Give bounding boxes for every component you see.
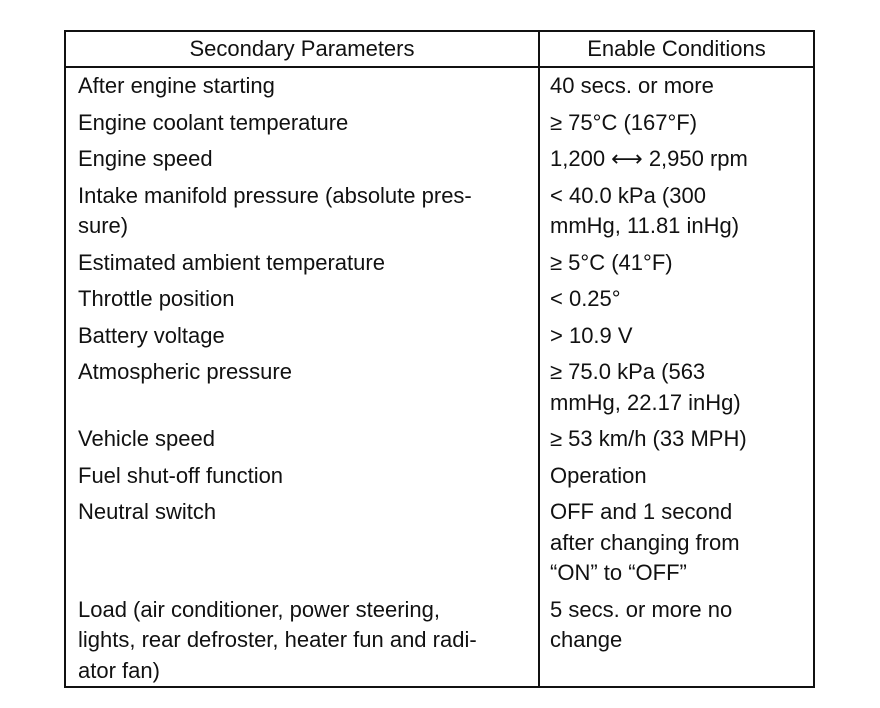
parameter-cell: Load (air conditioner, power steering, lights, rear defroster, heater fun and radi- ator fan): [66, 589, 539, 687]
parameter-cell: Intake manifold pressure (absolute pres- sure): [66, 175, 539, 242]
parameter-cell: Engine coolant temperature: [66, 102, 539, 139]
table-row: [66, 67, 813, 102]
parameter-cell: Atmospheric pressure: [66, 351, 539, 418]
parameter-cell: Battery voltage: [66, 315, 539, 352]
condition-cell: ≥ 75.0 kPa (563 mmHg, 22.17 inHg): [550, 359, 741, 415]
condition-cell: > 10.9 V: [550, 322, 633, 348]
condition-cell: < 40.0 kPa (300 mmHg, 11.81 inHg): [550, 182, 740, 238]
condition-cell: 5 secs. or more no change: [550, 596, 733, 652]
table-row: [66, 589, 813, 687]
condition-cell: 40 secs. or more: [550, 73, 714, 98]
parameter-cell: Vehicle speed: [66, 418, 539, 455]
condition-cell: < 0.25°: [550, 286, 621, 311]
table-row: [66, 175, 813, 242]
table-row: [66, 138, 813, 175]
condition-cell: OFF and 1 second after changing from “ON” to “OFF”: [550, 499, 740, 585]
enable-conditions-table: [64, 30, 815, 688]
condition-cell: ≥ 75°C (167°F): [550, 109, 698, 135]
parameter-cell: Engine speed: [66, 138, 539, 175]
parameter-cell: Throttle position: [66, 278, 539, 315]
header-enable-conditions: Enable Conditions: [539, 32, 813, 67]
table-row: [66, 455, 813, 492]
condition-cell: ≥ 5°C (41°F): [550, 249, 673, 275]
table-row: [66, 315, 813, 352]
parameter-cell: Neutral switch: [66, 491, 539, 589]
table-row: [66, 242, 813, 279]
condition-cell: ≥ 53 km/h (33 MPH): [550, 426, 747, 451]
table: [66, 32, 813, 686]
table-row: [66, 102, 813, 139]
table-row: [66, 278, 813, 315]
header-row: [66, 32, 813, 67]
table-body: [66, 67, 813, 686]
condition-cell: Operation: [550, 462, 647, 488]
parameter-cell: After engine starting: [66, 67, 539, 102]
table-row: [66, 491, 813, 589]
parameter-cell: Fuel shut-off function: [66, 455, 539, 492]
parameter-cell: Estimated ambient temperature: [66, 242, 539, 279]
condition-cell: 1,200 ⟷ 2,950 rpm: [550, 146, 748, 171]
table-row: [66, 418, 813, 455]
header-secondary-parameters: Secondary Parameters: [66, 32, 539, 67]
table-row: [66, 351, 813, 418]
